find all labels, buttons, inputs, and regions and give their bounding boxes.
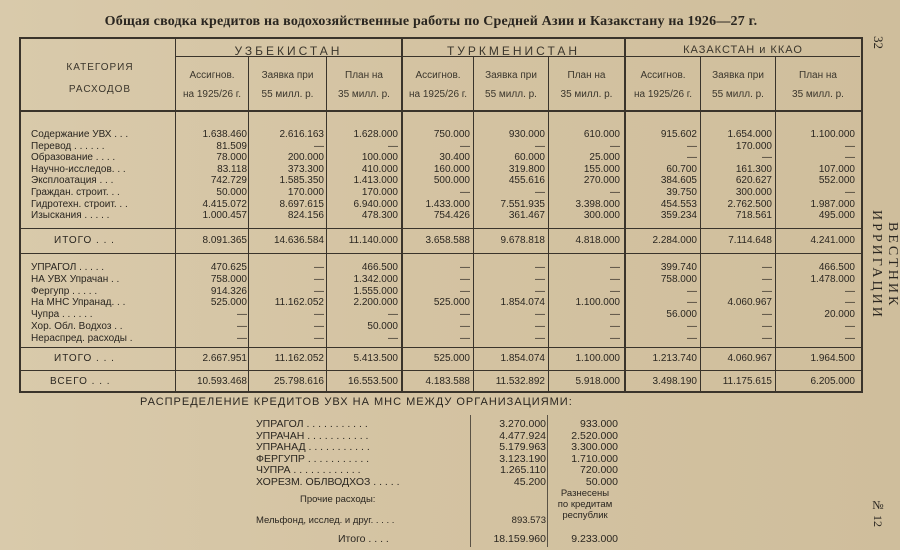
column-subheader: 35 милл. р. <box>338 89 390 100</box>
column-subheader: 55 милл. р. <box>712 89 764 100</box>
page-number: 32 <box>871 36 886 49</box>
table-cell: — <box>687 285 697 297</box>
table-cell: 1.478.000 <box>810 273 855 285</box>
table-cell: — <box>314 321 324 332</box>
table-cell: — <box>610 309 620 321</box>
column-subheader: 35 милл. р. <box>560 89 613 100</box>
table-cell: — <box>687 140 697 152</box>
dist-value-plan: 50.000 <box>585 476 618 488</box>
table-cell: — <box>610 332 620 344</box>
table-cell: 361.467 <box>508 210 545 222</box>
table-cell: 525.000 <box>433 353 470 364</box>
dist-value: 1.265.110 <box>500 464 546 477</box>
column-subheader: Заявка при <box>485 70 537 81</box>
table-cell: 466.500 <box>361 262 398 273</box>
table-cell: 1.100.000 <box>575 353 620 364</box>
row-label: На МНС Упранад. . . <box>31 297 126 309</box>
table-row <box>0 187 860 199</box>
table-cell: 5.413.500 <box>353 353 398 364</box>
dist-value: 18.159.960 <box>493 533 546 545</box>
table-cell: — <box>460 273 470 285</box>
table-cell: 2.667.951 <box>202 353 247 364</box>
table-cell: 754.426 <box>433 210 470 222</box>
table-row <box>0 175 860 187</box>
table-cell: 1.854.074 <box>500 297 545 309</box>
table-cell: 750.000 <box>433 129 470 140</box>
table-cell: 60.000 <box>514 152 545 164</box>
table-cell: 620.627 <box>735 175 772 187</box>
header-bottom-rule <box>19 110 861 112</box>
table-cell: 300.000 <box>583 210 620 222</box>
row-label: ВСЕГО . . . <box>50 376 111 387</box>
table-cell: — <box>845 140 855 152</box>
table-cell: — <box>610 187 620 198</box>
table-cell: 11.175.615 <box>722 376 772 387</box>
table-cell: 1.100.000 <box>575 297 620 309</box>
dist-value: 5.179.963 <box>499 441 546 454</box>
dist-value-plan: 720.000 <box>580 464 618 477</box>
dist-col-rule <box>547 415 548 547</box>
column-subheader: Заявка при <box>712 70 764 81</box>
table-cell: — <box>460 309 470 321</box>
total1-bottom-rule <box>19 253 861 254</box>
column-subheader: на 1925/26 г. <box>183 89 241 100</box>
table-cell: — <box>314 285 324 297</box>
table-cell: — <box>388 140 398 152</box>
table-row <box>0 141 860 153</box>
table-cell: — <box>535 285 545 297</box>
table-cell: 930.000 <box>508 129 545 140</box>
table-cell: 824.156 <box>287 210 324 222</box>
table-cell: 14.636.584 <box>273 235 324 246</box>
column-subheader: Заявка при <box>261 70 314 81</box>
dist-label: ХОРЕЗМ. ОБЛВОДХОЗ . . . . . <box>256 476 400 488</box>
table-cell: 3.498.190 <box>652 376 697 387</box>
table-cell: 399.740 <box>660 262 697 273</box>
row-label: Граждан. строит. . . <box>31 187 120 198</box>
region-header-kazakstan: КАЗАКСТАН и ККАО <box>683 44 803 56</box>
table-cell: 10.593.468 <box>196 376 247 387</box>
table-cell: — <box>687 332 697 344</box>
table-cell: — <box>762 273 772 285</box>
dist-value-plan: 9.233.000 <box>571 533 618 545</box>
table-cell: 2.762.500 <box>727 198 772 210</box>
row-label: Чупра . . . . . . <box>31 309 93 321</box>
grand-total-row <box>0 376 860 388</box>
table-cell: — <box>314 273 324 285</box>
table-cell: 1.987.000 <box>810 198 855 210</box>
table-cell: — <box>610 321 620 332</box>
table-cell: — <box>535 262 545 273</box>
table-cell: 384.605 <box>660 175 697 187</box>
table-row <box>0 333 860 345</box>
table-cell: — <box>237 321 247 332</box>
table-cell: 4.241.000 <box>810 235 855 246</box>
column-subheader: Ассигнов. <box>189 70 235 81</box>
total1-top-rule <box>19 228 861 229</box>
table-cell: — <box>762 262 772 273</box>
table-cell: 1.413.000 <box>353 175 398 187</box>
table-cell: 410.000 <box>361 163 398 175</box>
dist-value: 45.200 <box>513 476 546 488</box>
category-header-line2: РАСХОДОВ <box>68 84 132 95</box>
table-cell: 359.234 <box>660 210 697 222</box>
column-subheader: на 1925/26 г. <box>634 89 692 100</box>
row-label: Эксплоатация . . . <box>31 175 114 187</box>
table-cell: — <box>237 332 247 344</box>
dist-label: ФЕРГУПР . . . . . . . . . . . <box>256 452 370 465</box>
row-label: НА УВХ Упрачан . . <box>31 273 120 285</box>
row-label: Нераспред. расходы . <box>31 332 133 344</box>
dist-label: УПРАНАД . . . . . . . . . . . <box>256 441 370 454</box>
table-cell: — <box>687 321 697 332</box>
table-cell: 7.551.935 <box>500 198 545 210</box>
total-row <box>0 353 860 365</box>
table-cell: — <box>762 152 772 164</box>
table-cell: 170.000 <box>735 140 772 152</box>
table-cell: — <box>762 309 772 321</box>
row-label: Научно-исследов. . . <box>31 163 126 175</box>
dist-row <box>0 430 860 442</box>
table-cell: — <box>610 273 620 285</box>
table-cell: 107.000 <box>818 163 855 175</box>
table-cell: 7.114.648 <box>728 235 772 246</box>
table-cell: — <box>237 309 247 321</box>
table-row <box>0 321 860 333</box>
table-cell: 6.940.000 <box>353 198 398 210</box>
table-cell: — <box>535 332 545 344</box>
dist-value-plan: 1.710.000 <box>571 452 618 465</box>
table-cell: — <box>687 152 697 164</box>
table-cell: — <box>762 332 772 344</box>
table-cell: 300.000 <box>735 187 772 198</box>
region-header-uzbekistan: УЗБЕКИСТАН <box>234 44 343 58</box>
table-cell: — <box>535 273 545 285</box>
table-cell: 60.700 <box>666 163 697 175</box>
table-cell: — <box>845 187 855 198</box>
table-cell: 50.000 <box>216 187 247 198</box>
row-label: Гидротехн. строит. . . <box>31 198 128 210</box>
table-cell: 170.000 <box>361 187 398 198</box>
table-cell: — <box>535 309 545 321</box>
table-cell: 1.638.460 <box>202 129 247 140</box>
dist-label: УПРАЧАН . . . . . . . . . . . <box>256 429 369 442</box>
table-cell: — <box>460 332 470 344</box>
table-cell: 39.750 <box>666 187 697 198</box>
table-cell: 56.000 <box>666 309 697 321</box>
table-cell: 25.000 <box>589 152 620 164</box>
table-row <box>0 152 860 164</box>
table-cell: 915.602 <box>660 129 697 140</box>
table-cell: 83.118 <box>217 163 247 175</box>
column-subheader: План на <box>567 70 606 81</box>
table-cell: 2.200.000 <box>353 297 398 309</box>
table-cell: — <box>610 262 620 273</box>
column-subheader: 35 милл. р. <box>792 89 844 100</box>
table-cell: 1.654.000 <box>727 129 772 140</box>
table-cell: 4.183.588 <box>425 376 470 387</box>
table-cell: — <box>314 262 324 273</box>
table-cell: 1.433.000 <box>425 198 470 210</box>
table-cell: 742.729 <box>210 175 247 187</box>
table-cell: 1.100.000 <box>810 129 855 140</box>
table-cell: 270.000 <box>583 175 620 187</box>
table-cell: 3.398.000 <box>575 198 620 210</box>
dist-row <box>0 453 860 465</box>
table-row <box>0 164 860 176</box>
table-row <box>0 274 860 286</box>
dist-value: 3.270.000 <box>499 418 546 430</box>
row-label: Фергупр . . . . . <box>31 285 98 297</box>
row-label: Перевод . . . . . . <box>31 140 105 152</box>
table-cell: — <box>610 140 620 152</box>
dist-total-row <box>0 533 860 545</box>
table-cell: 2.284.000 <box>652 235 697 246</box>
dist-value: 3.123.190 <box>499 452 546 465</box>
table-cell: — <box>845 285 855 297</box>
table-cell: 11.532.892 <box>495 376 545 387</box>
dist-label: Прочие расходы: <box>300 494 376 505</box>
table-cell: 78.000 <box>216 152 247 164</box>
row-label: Содержание УВХ . . . <box>31 129 129 140</box>
table-cell: 718.561 <box>735 210 772 222</box>
table-cell: 610.000 <box>583 129 620 140</box>
table-cell: 478.300 <box>361 210 398 222</box>
table-cell: 11.162.052 <box>274 353 324 364</box>
table-cell: 9.678.818 <box>500 235 545 246</box>
total-row <box>0 235 860 247</box>
dist-label: Мельфонд, исслед. и друг. . . . . <box>256 515 395 526</box>
column-subheader: на 1925/26 г. <box>409 89 467 100</box>
table-cell: 319.800 <box>508 163 545 175</box>
table-cell: — <box>388 332 398 344</box>
table-cell: — <box>535 140 545 152</box>
table-row <box>0 297 860 309</box>
table-cell: 500.000 <box>433 175 470 187</box>
table-cell: 454.553 <box>660 198 697 210</box>
table-cell: 552.000 <box>818 175 855 187</box>
dist-value: 4.477.924 <box>499 429 546 442</box>
table-cell: — <box>845 332 855 344</box>
dist-label: УПРАГОЛ . . . . . . . . . . . <box>256 418 368 430</box>
total2-top-rule <box>19 347 861 348</box>
table-cell: 100.000 <box>361 152 398 164</box>
table-cell: 914.326 <box>210 285 247 297</box>
table-cell: 30.400 <box>439 152 470 164</box>
column-subheader: План на <box>799 70 837 81</box>
table-cell: 20.000 <box>824 309 855 321</box>
table-cell: 81.509 <box>216 140 247 152</box>
dist-note-line: по кредитам <box>557 499 613 510</box>
dist-value-plan: 3.300.000 <box>571 441 618 454</box>
table-row <box>0 309 860 321</box>
dist-row <box>0 441 860 453</box>
table-cell: 1.000.457 <box>202 210 247 222</box>
page-margin <box>864 0 900 550</box>
table-cell: 8.091.365 <box>202 235 247 246</box>
table-cell: 50.000 <box>367 321 398 332</box>
table-cell: 170.000 <box>287 187 324 198</box>
table-cell: — <box>460 285 470 297</box>
table-cell: — <box>687 297 697 309</box>
row-label: Изыскания . . . . . <box>31 210 110 222</box>
table-cell: — <box>314 309 324 321</box>
table-row <box>0 129 860 141</box>
table-cell: 470.625 <box>210 262 247 273</box>
table-cell: — <box>460 140 470 152</box>
table-cell: 5.918.000 <box>575 376 620 387</box>
table-cell: 455.616 <box>508 175 545 187</box>
table-cell: 1.628.000 <box>353 129 398 140</box>
table-cell: — <box>460 262 470 273</box>
table-cell: — <box>460 187 470 198</box>
table-cell: 11.140.000 <box>348 235 398 246</box>
table-cell: 1.342.000 <box>353 273 398 285</box>
table-cell: 25.798.616 <box>273 376 324 387</box>
dist-value-plan: 2.520.000 <box>571 429 618 442</box>
column-subheader: План на <box>345 70 383 81</box>
dist-value-plan: 933.000 <box>580 418 618 430</box>
dist-col-rule <box>470 415 471 547</box>
table-cell: 155.000 <box>583 163 620 175</box>
table-cell: 758.000 <box>660 273 697 285</box>
table-cell: — <box>388 309 398 321</box>
table-cell: 200.000 <box>287 152 324 164</box>
table-cell: — <box>314 140 324 152</box>
table-cell: 1.213.740 <box>652 353 697 364</box>
table-cell: 3.658.588 <box>425 235 470 246</box>
column-subheader: 55 милл. р. <box>261 89 314 100</box>
category-header-line1: КАТЕГОРИЯ <box>66 62 134 73</box>
table-cell: 4.818.000 <box>575 235 620 246</box>
column-subheader: 55 милл. р. <box>485 89 537 100</box>
table-cell: — <box>314 332 324 344</box>
table-cell: 8.697.615 <box>279 198 324 210</box>
dist-other-row <box>0 515 860 527</box>
row-label: Образование . . . . <box>31 152 116 164</box>
distribution-title: РАСПРЕДЕЛЕНИЕ КРЕДИТОВ УВХ НА МНС МЕЖДУ ОРГАНИЗАЦИЯМИ: <box>140 396 573 408</box>
table-cell: — <box>845 297 855 309</box>
column-subheader: Ассигнов. <box>415 70 461 81</box>
dist-label: Итого . . . . <box>338 533 389 545</box>
table-cell: — <box>845 321 855 332</box>
table-cell: 11.162.052 <box>274 297 324 309</box>
dist-label: ЧУПРА . . . . . . . . . . . . <box>256 464 361 477</box>
table-cell: — <box>610 285 620 297</box>
table-cell: 2.616.163 <box>279 129 324 140</box>
dist-row <box>0 418 860 430</box>
row-label: УПРАГОЛ . . . . . <box>31 262 105 273</box>
table-cell: 373.300 <box>287 163 324 175</box>
dist-note-line: республик <box>562 510 608 521</box>
table-row <box>0 286 860 298</box>
table-cell: 4.415.072 <box>202 198 247 210</box>
row-label: Хор. Обл. Водхоз . . <box>31 321 123 332</box>
table-cell: — <box>762 321 772 332</box>
table-cell: 1.555.000 <box>353 285 398 297</box>
table-row <box>0 262 860 274</box>
table-cell: 525.000 <box>210 297 247 309</box>
table-row <box>0 210 860 222</box>
table-cell: — <box>535 321 545 332</box>
dist-row <box>0 464 860 476</box>
region-header-turkmenistan: ТУРКМЕНИСТАН <box>446 44 581 58</box>
table-cell: — <box>845 152 855 164</box>
table-cell: 525.000 <box>433 297 470 309</box>
dist-value: 893.573 <box>511 515 546 526</box>
table-cell: 6.205.000 <box>810 376 855 387</box>
table-row <box>0 199 860 211</box>
table-cell: 495.000 <box>818 210 855 222</box>
table-cell: 160.000 <box>433 163 470 175</box>
journal-title: ВЕСТНИК ИРРИГАЦИИ <box>869 210 900 320</box>
table-cell: 161.300 <box>735 163 772 175</box>
issue-number: № 12 <box>871 498 885 527</box>
table-cell: — <box>460 321 470 332</box>
row-label: ИТОГО . . . <box>54 235 115 246</box>
table-cell: 1.585.350 <box>279 175 324 187</box>
table-cell: 758.000 <box>210 273 247 285</box>
page-title: Общая сводка кредитов на водохозяйственные работы по Средней Азии и Казакстану на 1926—27 г. <box>104 14 758 29</box>
dist-note-line: Разнесены <box>560 488 610 499</box>
table-cell: 16.553.500 <box>347 376 398 387</box>
total2-bottom-rule <box>19 370 861 371</box>
table-cell: 4.060.967 <box>727 353 772 364</box>
dist-row <box>0 476 860 488</box>
table-cell: — <box>535 187 545 198</box>
table-cell: — <box>762 285 772 297</box>
table-cell: 1.854.074 <box>500 353 545 364</box>
table-cell: 466.500 <box>818 262 855 273</box>
row-label: ИТОГО . . . <box>54 353 115 364</box>
table-cell: 4.060.967 <box>727 297 772 309</box>
column-subheader: Ассигнов. <box>640 70 686 81</box>
table-cell: 1.964.500 <box>810 353 855 364</box>
